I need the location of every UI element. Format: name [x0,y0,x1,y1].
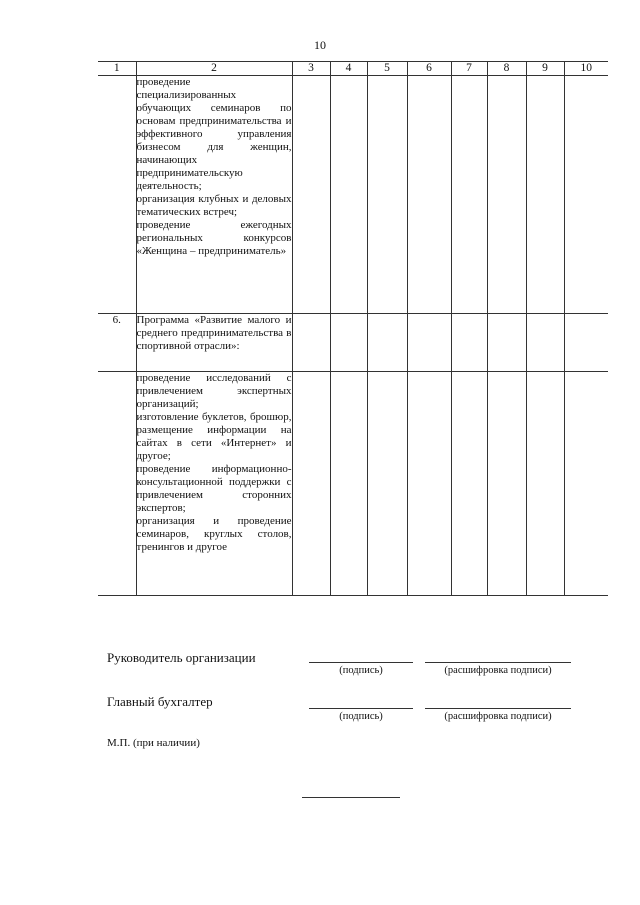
head-decoding-caption: (расшифровка подписи) [444,665,552,676]
empty-cell [451,372,487,596]
empty-cell [487,76,526,314]
table-row [98,76,608,314]
row-number: 6. [98,314,136,372]
head-decoding-line [425,662,571,663]
activity-line: организация клубных и деловых тематических встреч; [136,193,292,218]
empty-cell [407,314,451,372]
header-row [98,62,608,76]
activity-line: изготовление буклетов, брошюр, размещение информации на сайтах в сети «Интернет» и другое; [136,411,292,462]
empty-cell [526,372,564,596]
row-number [98,372,136,596]
table-row [98,314,608,372]
empty-cell [292,76,330,314]
footer-rule [302,797,400,798]
empty-cell [451,314,487,372]
empty-cell [367,314,407,372]
activity-cell [136,76,292,314]
empty-cell [292,314,330,372]
header-cell: 6 [407,62,451,76]
accountant-decoding-caption: (расшифровка подписи) [444,711,552,722]
header-cell: 3 [292,62,330,76]
empty-cell [564,372,608,596]
empty-cell [292,372,330,596]
accountant-signature-caption: (подпись) [339,711,383,722]
activity-cell [136,372,292,596]
empty-cell [330,314,367,372]
empty-cell [487,314,526,372]
empty-cell [451,76,487,314]
accountant-signature-line [309,708,413,709]
activity-line: организация и проведение семинаров, круглых столов, тренингов и другое [136,515,292,553]
data-table [98,61,608,596]
header-cell: 2 [136,62,292,76]
accountant-decoding-line [425,708,571,709]
activity-line: проведение исследований с привлечением экспертных организаций; [136,372,292,410]
empty-cell [407,372,451,596]
head-signature-label: Руководитель организации [107,650,256,665]
empty-cell [367,372,407,596]
empty-cell [564,314,608,372]
empty-cell [526,314,564,372]
activity-line: проведение ежегодных региональных конкурсов «Женщина – предприниматель» [136,219,292,257]
activity-line: проведение специализированных обучающих семинаров по основам предпринимательства и эффективного управления бизнесом для женщин, начинающих предпринимательскую деятельность; [136,76,292,192]
header-cell: 9 [526,62,564,76]
empty-cell [367,76,407,314]
header-cell: 8 [487,62,526,76]
empty-cell [330,76,367,314]
header-cell: 7 [451,62,487,76]
table-row [98,372,608,596]
empty-cell [564,76,608,314]
header-cell: 5 [367,62,407,76]
empty-cell [407,76,451,314]
header-cell: 4 [330,62,367,76]
activity-line: проведение информационно-консультационной поддержки с привлечением сторонних экспертов; [136,463,292,514]
header-cell: 10 [564,62,608,76]
page-number: 10 [314,38,326,52]
empty-cell [330,372,367,596]
stamp-note: М.П. (при наличии) [107,737,200,749]
empty-cell [487,372,526,596]
program-title: Программа «Развитие малого и среднего предпринимательства в спортивной отрасли»: [136,314,292,352]
row-number [98,76,136,314]
head-signature-caption: (подпись) [339,665,383,676]
empty-cell [526,76,564,314]
program-cell [136,314,292,372]
head-signature-line [309,662,413,663]
header-cell: 1 [98,62,136,76]
accountant-signature-label: Главный бухгалтер [107,694,213,709]
